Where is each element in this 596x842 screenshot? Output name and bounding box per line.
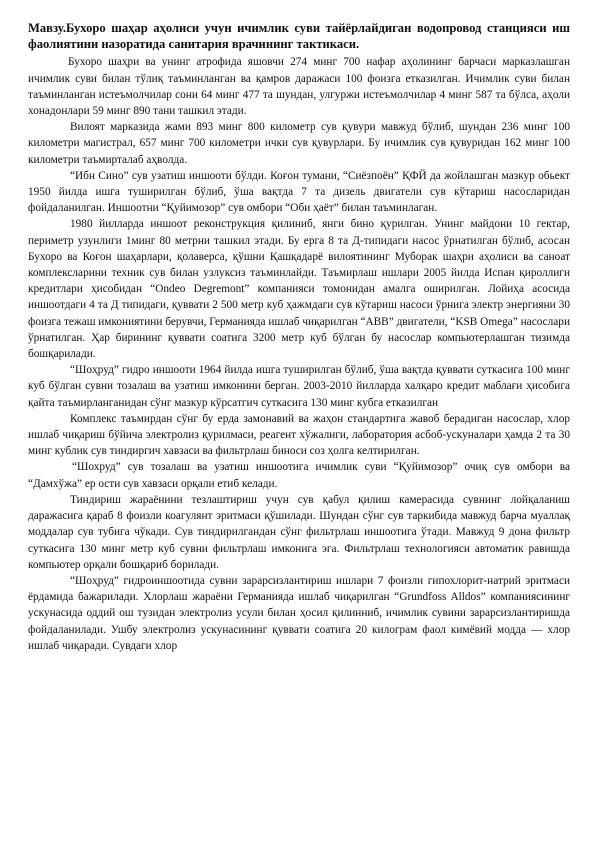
paragraph-settling-filtration: Тиндириш жараёнини тезлаштириш учун сув қабул қилиш камерасида сувнинг лойқаланиш даражасига қараб 8 фоизли коагулянт эритмаси қўшилади. Шундан сўнг сув таркибида мавжуд барча муаллақ моддалар сув тубига чўкади. Сув тиндирилгандан сўнг фильтрлаш иншоотига ўтади. Мавжуд 9 дона фильтр суткасига 130 минг метр куб сувни фильтрлаш имконига эга. Фильтрлаш технологияси автоматик равишда компьютер орқали бошқариб борилади. <box>28 493 570 571</box>
paragraph-population-coverage: Бухоро шаҳри ва унинг атрофида яшовчи 274 минг 700 нафар аҳолининг барчаси марказлашган ичимлик суви билан тўлиқ таъминланган ва қамров даражаси 100 фоизга етказилган. Ичимлик суви билан таъминланган истеъмолчилар сони 64 минг 477 та шундан, улгуржи истеъмолчилар 4 минг 587 та бўлса, аҳоли хонадонлари 59 минг 890 тани ташкил этади. <box>28 56 570 118</box>
paragraph-shohrud-station: “Шоҳруд” гидро иншооти 1964 йилда ишга туширилган бўлиб, ўша вақтда қуввати суткасига 100 минг куб бўлган сувни тозалаш ва узатиш имконини берган. 2003-2010 йилларда халқаро кредит маблағи ҳисобига қайта таъмирланганидан сўнг мазкур кўрсатгич суткасига 130 минг кубга етказилган <box>28 364 570 409</box>
paragraph-complex-renovation: Комплекс таъмирдан сўнг бу ерда замонавий ва жаҳон стандартига жавоб берадиган насослар, хлор ишлаб чиқариш бўйича электролиз қурилмаси, реагент хўжалиги, лаборатория асбоб-ускуналари ҳамда 2 та 30 минг кублик сув тиндиргич хавзаси ва фильтрлаш биноси соз ҳолга келтирилган. <box>28 412 570 458</box>
paragraph-ibn-sino-station: “Ибн Сино” сув узатиш иншооти бўлди. Коғон тумани, “Сиёзпоён” ҚФЙ да жойлашган мазкур обьект 1950 йилда ишга туширилган бўлиб, ўша вақтда 7 та дизель двигатели сув кўтариш насосларидан фойдаланилган. Иншоотни “Қуйимозор” сув омбори “Оби ҳаёт” билан таъминлаган. <box>28 169 570 215</box>
paragraph-disinfection: “Шоҳруд” гидроиншоотида сувни зарарсизлантириш ишлари 7 фоизли гипохлорит-натрий эритмаси ёрдамида бажарилади. Хлорлаш жараёни Германияда ишлаб чиқарилган “Grundfoss Alldos” компаниясининг ускунасида оддий ош тузидан электролиз усули билан ҳосил қилинниб, ичимлик сувини зарарсизлантиришда фойдаланилади. Ушбу электролиз ускунасининг қуввати соатига 20 килограм фаол кимёвий модда — хлор ишлаб чиқаради. Сувдаги хлор <box>28 574 570 652</box>
paragraph-reconstruction: 1980 йилларда иншоот реконструкция қилиниб, янги бино қурилган. Унинг майдони 10 гектар, периметр узунлиги 1минг 80 метрни ташкил этади. Бу ерга 8 та Д-типидаги насос ўрнатилган бўлиб, асосан Бухоро ва Коғон шаҳарлари, қолаверса, қўшни Қашқадарё вилоятининг Муборак шаҳри аҳолиси ва саноат комплексларини техник сув билан узлуксиз таъминлайди. Таъмирлаш ишлари 2005 йилда Испан қироллиги кредитлари ҳисобидан “Ondeo Degremont” компанияси томонидан амалга оширилган. Лойиҳа асосида иншоотдаги 4 та Д типидаги, қуввати 2 500 метр куб ҳажмдаги сув кўтариш насоси ўрнига электр энергияни 30 фоизга тежаш имкониятини берувчи, Германияда ишлаб чиқарилган “АВВ” двигатели, “KSB Omega” насослари ўрнатилган. Ҳар бирининг қуввати соатига 3200 метр куб бўлган бу насослар компьютерлашган тизимда бошқарилади. <box>28 218 570 361</box>
paragraph-pipeline-length: Вилоят марказида жами 893 минг 800 километр сув қувури мавжуд бўлиб, шундан 236 минг 100 километри магистрал, 657 минг 700 километри ички сув қувурлари. Бу ичимлик сув қувуридан 162 минг 100 километри таъмирталаб аҳволда. <box>28 121 570 166</box>
document-title: Мавзу.Бухоро шаҳар аҳолиси учун ичимлик суви тайёрлайдиган водопровод станцияси иш фаолиятини назоратида санитария врачининг тактикаси. <box>28 21 570 52</box>
paragraph-water-source: “Шохруд” сув тозалаш ва узатиш иншоотига ичимлик суви “Қуйимозор” очиқ сув омбори ва “Дамхўжа” ер ости сув хавзаси орқали етиб келади. <box>28 461 570 490</box>
